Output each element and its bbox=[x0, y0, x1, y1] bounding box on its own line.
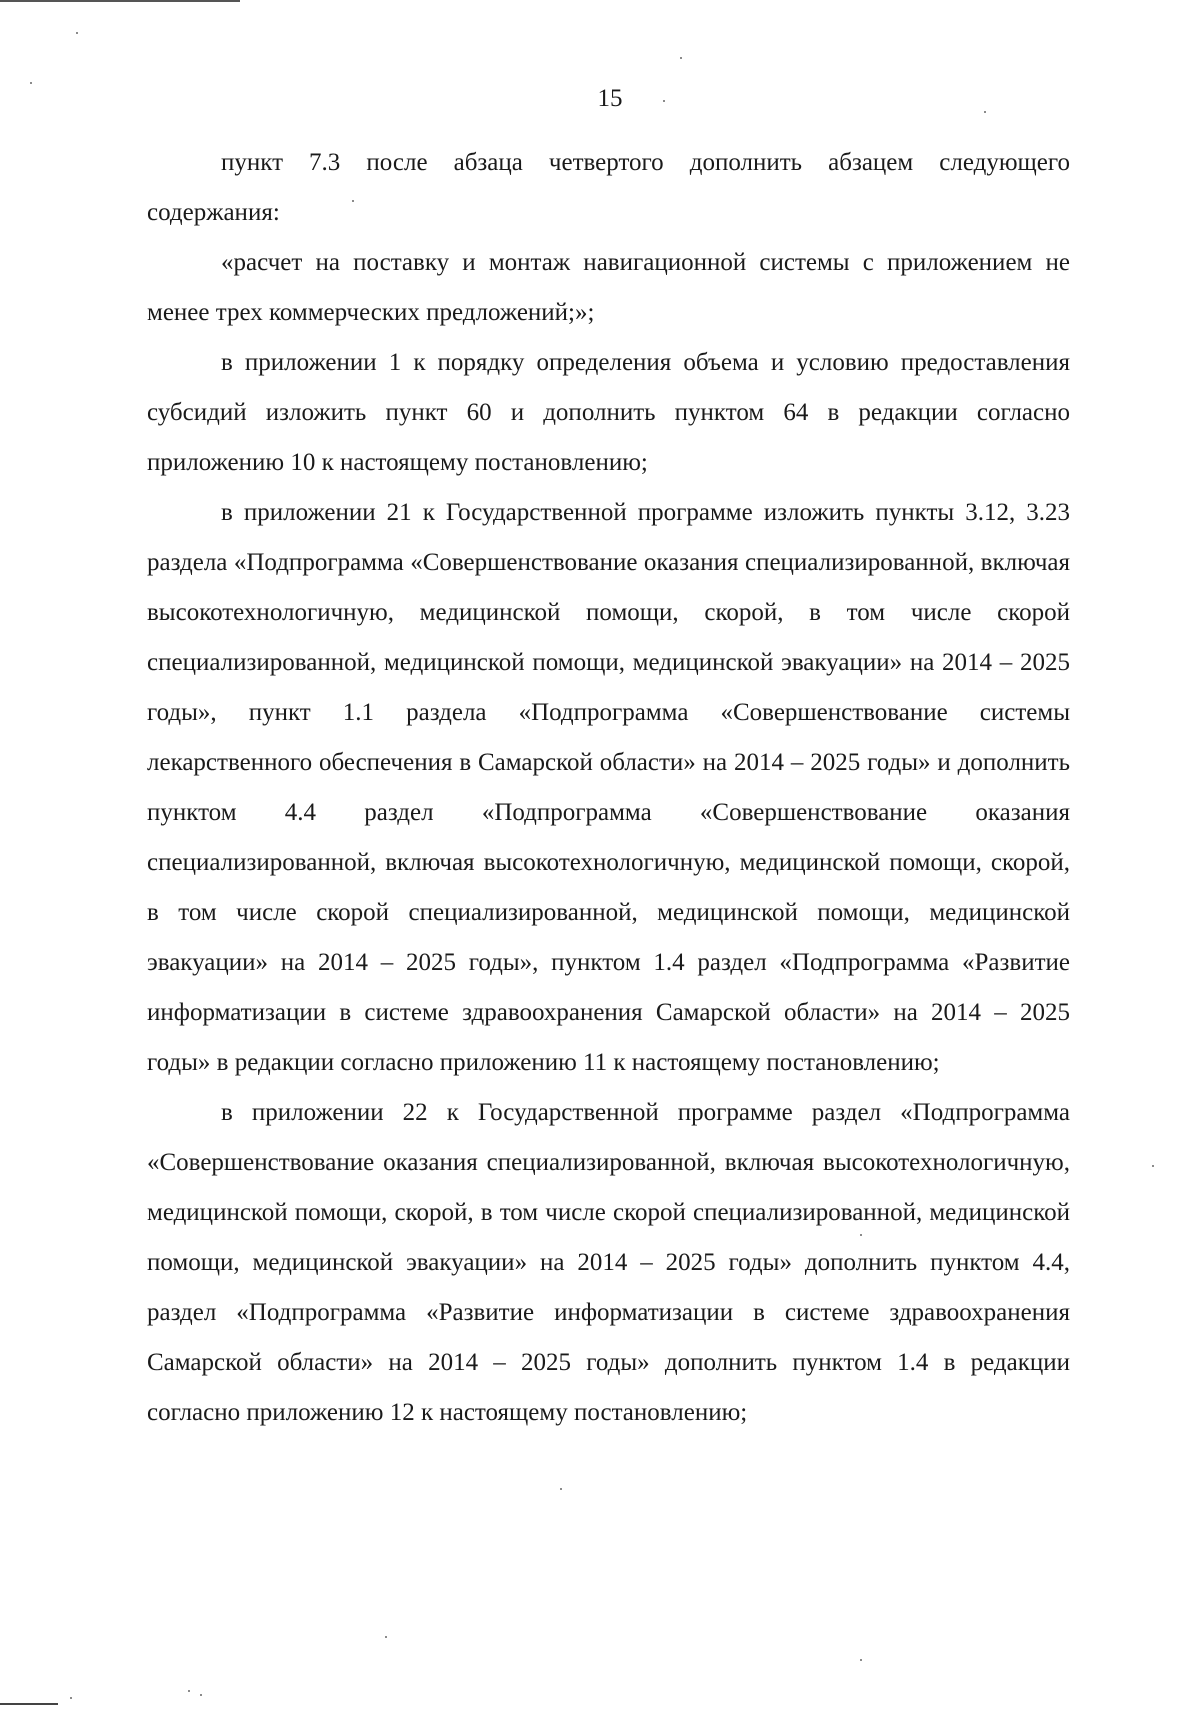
scan-edge-line-top bbox=[0, 0, 240, 2]
paragraph: в приложении 1 к порядку определения объема и условию предоставления субсидий изложить пункт 60 и дополнить пунктом 64 в редакции согласно приложению 10 к настоящему постановлению; bbox=[147, 349, 1070, 476]
scan-speck bbox=[385, 1636, 387, 1638]
document-body bbox=[147, 138, 1070, 1438]
scan-speck bbox=[560, 1488, 562, 1490]
scan-speck bbox=[200, 1694, 202, 1696]
scan-edge-line-bottom bbox=[0, 1703, 58, 1705]
paragraph: «расчет на поставку и монтаж навигационной системы с приложением не менее трех коммерческих предложений;»; bbox=[147, 249, 1070, 326]
paragraph: в приложении 22 к Государственной программе раздел «Подпрограмма «Совершенствование оказания специализированной, включая высокотехнологичную, медицинской помощи, скорой, в том числе скорой специализированной, медицинской помощи, медицинской эвакуации» на 2014 – 2025 годы» дополнить пунктом 4.4, раздел «Подпрограмма «Развитие информатизации в системе здравоохранения Самарской области» на 2014 – 2025 годы» дополнить пунктом 1.4 в редакции согласно приложению 12 к настоящему постановлению; bbox=[147, 1099, 1070, 1426]
page-number: 15 bbox=[597, 85, 623, 112]
paragraph: пункт 7.3 после абзаца четвертого дополнить абзацем следующего содержания: bbox=[147, 149, 1070, 226]
scan-speck bbox=[70, 1697, 72, 1699]
scan-speck bbox=[860, 1659, 862, 1661]
scan-speck bbox=[188, 1690, 190, 1692]
scan-speck bbox=[1152, 1165, 1154, 1167]
scan-speck bbox=[76, 32, 78, 34]
scan-speck bbox=[680, 57, 682, 59]
paragraph: в приложении 21 к Государственной программе изложить пункты 3.12, 3.23 раздела «Подпрограмма «Совершенствование оказания специализированной, включая высокотехнологичную, медицинской помощи, скорой, в том числе скорой специализированной, медицинской помощи, медицинской эвакуации» на 2014 – 2025 годы», пункт 1.1 раздела «Подпрограмма «Совершенствование системы лекарственного обеспечения в Самарской области» на 2014 – 2025 годы» и дополнить пунктом 4.4 раздел «Подпрограмма «Совершенствование оказания специализированной, включая высокотехнологичную, медицинской помощи, скорой, в том числе скорой специализированной, медицинской помощи, медицинской эвакуации» на 2014 – 2025 годы», пунктом 1.4 раздел «Подпрограмма «Развитие информатизации в системе здравоохранения Самарской области» на 2014 – 2025 годы» в редакции согласно приложению 11 к настоящему постановлению; bbox=[147, 499, 1070, 1076]
